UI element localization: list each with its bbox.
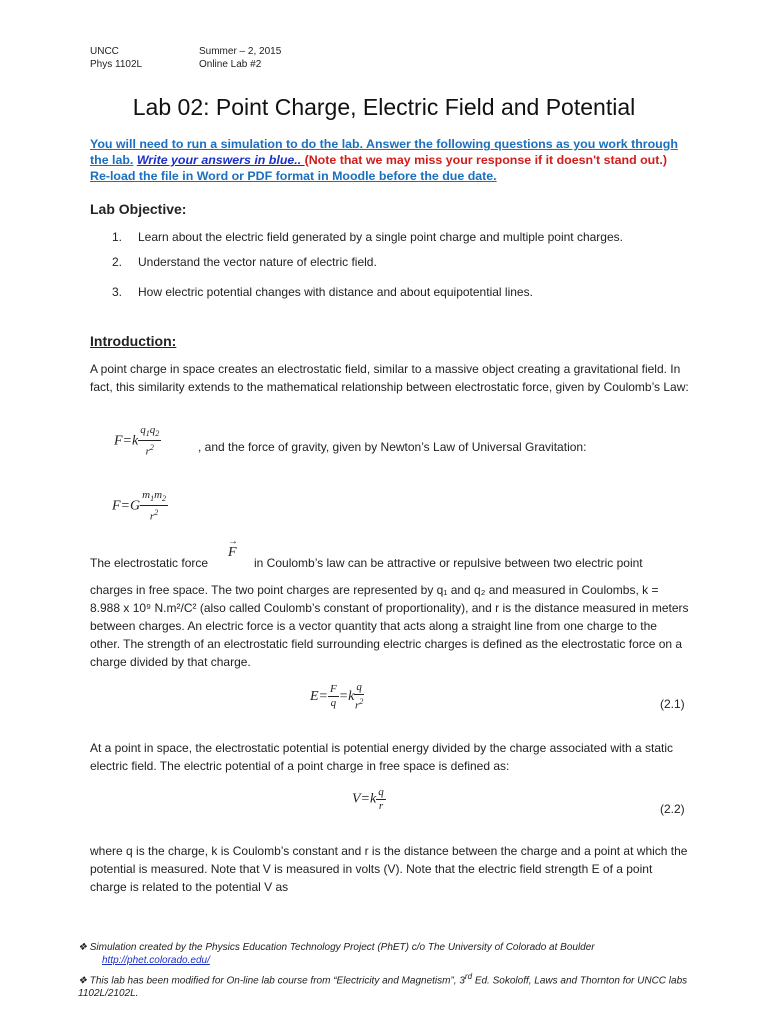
instructions-part4: . [297, 153, 305, 167]
coulomb-law-tail: , and the force of gravity, given by Newton’s Law of Universal Gravitation: [198, 440, 587, 454]
force-vector-symbol: F → [228, 536, 238, 560]
objective-item-number: 3. [112, 285, 123, 299]
header-term [199, 45, 281, 71]
objective-item-1 [112, 230, 623, 244]
objective-item-number: 1. [112, 230, 123, 244]
objective-item-text: How electric potential changes with distance and about equipotential lines. [138, 285, 533, 299]
header-left-line1: UNCC [90, 46, 119, 57]
header-left-line2: Phys 1102L [90, 59, 143, 70]
gravitation-equation: F=G $\frac{m_1m_2}{r^2}$ [112, 489, 167, 523]
intro-paragraph-2a: The electrostatic force [90, 556, 209, 570]
instructions-part5: (Note that we may miss your response if it doesn't stand out.) [304, 153, 667, 167]
instructions-part3: Write your answers in blue. [136, 153, 298, 167]
page-title: Lab 02: Point Charge, Electric Field and Potential [132, 94, 636, 120]
objective-item-text: Understand the vector nature of electric field. [138, 255, 377, 269]
footnote-2-text-a: This lab has been modified for On-line lab course from “Electricity and Magnetism”, 3 [89, 975, 465, 987]
intro-paragraph-5: where q is the charge, k is Coulomb’s constant and r is the distance between the charge and a point at which the potential is measured. Note that V is measured in volts (V). Note that the electric field strength E of a point charge is related to the potential V as [90, 844, 688, 894]
electric-field-equation: E= $\frac{F}{q}$ =k $\frac{q}{r^2}$ [310, 681, 364, 712]
electric-potential-equation: V=k $\frac{q}{r}$ [352, 786, 384, 812]
instructions-part6: Re-load the file in Word or PDF format in Moodle before the due date. [90, 169, 497, 183]
header-right-line1: Summer – 2, 2015 [199, 46, 282, 57]
objective-item-3 [112, 285, 533, 299]
footnote-bullet-icon: ❖ [78, 975, 87, 987]
instructions-part1: You will need to run a simulation to do the lab. Answer the following questions as you work through [90, 137, 678, 151]
footnote-1-text: Simulation created by the Physics Education Technology Project (PhET) c/o The University of Colorado at Boulder [89, 942, 595, 953]
intro-paragraph-2b: in Coulomb’s law can be attractive or repulsive between two electric point [254, 556, 643, 570]
footnote-2-sup: rd [464, 972, 473, 981]
objective-heading: Lab Objective: [90, 201, 187, 217]
footnote-2 [78, 970, 698, 1000]
footnote-2-text-b: Ed. Sokoloff, Laws and Thornton for UNCC labs 1102L/2102L. [78, 975, 688, 1000]
equation-number-2-2: (2.2) [660, 802, 685, 816]
equation-number-2-1: (2.1) [660, 697, 685, 711]
introduction-heading: Introduction: [90, 333, 177, 349]
objective-item-text: Learn about the electric field generated by a single point charge and multiple point charges. [138, 230, 623, 244]
objective-item-2 [112, 255, 377, 269]
intro-paragraph-1: A point charge in space creates an electrostatic field, similar to a massive object creating a gravitational field. In fact, this similarity extends to the mathematical relationship between electrostatic force, given by Coulomb’s Law: [90, 362, 689, 394]
intro-paragraph-4: At a point in space, the electrostatic potential is potential energy divided by the charge associated with a static electric field. The electric potential of a point charge in free space is defined as: [90, 741, 674, 773]
phet-link[interactable]: http://phet.colorado.edu/ [102, 955, 210, 966]
objective-item-number: 2. [112, 255, 123, 269]
instructions [90, 136, 690, 184]
header-right-line2: Online Lab #2 [199, 59, 262, 70]
footnote-1 [78, 941, 698, 967]
coulomb-law-equation: F=k $\frac{q_1q_2}{r^2}$ [114, 424, 160, 458]
intro-paragraph-3: charges in free space. The two point charges are represented by q₁ and q₂ and measured in Coulombs, k = 8.988 x 10⁹ N.m²/C² (also called Coulomb’s constant of proportionality), and r is the distance measured in meters between charges. An electric force is a vector quantity that acts along a straight line from one charge to the other. The strength of an electrostatic field surrounding electric charges is defined as the electrostatic force on a charge divided by that charge. [90, 583, 689, 669]
header-course [90, 45, 142, 71]
instructions-part2: the lab. [90, 153, 134, 167]
footnote-bullet-icon: ❖ [78, 942, 87, 953]
